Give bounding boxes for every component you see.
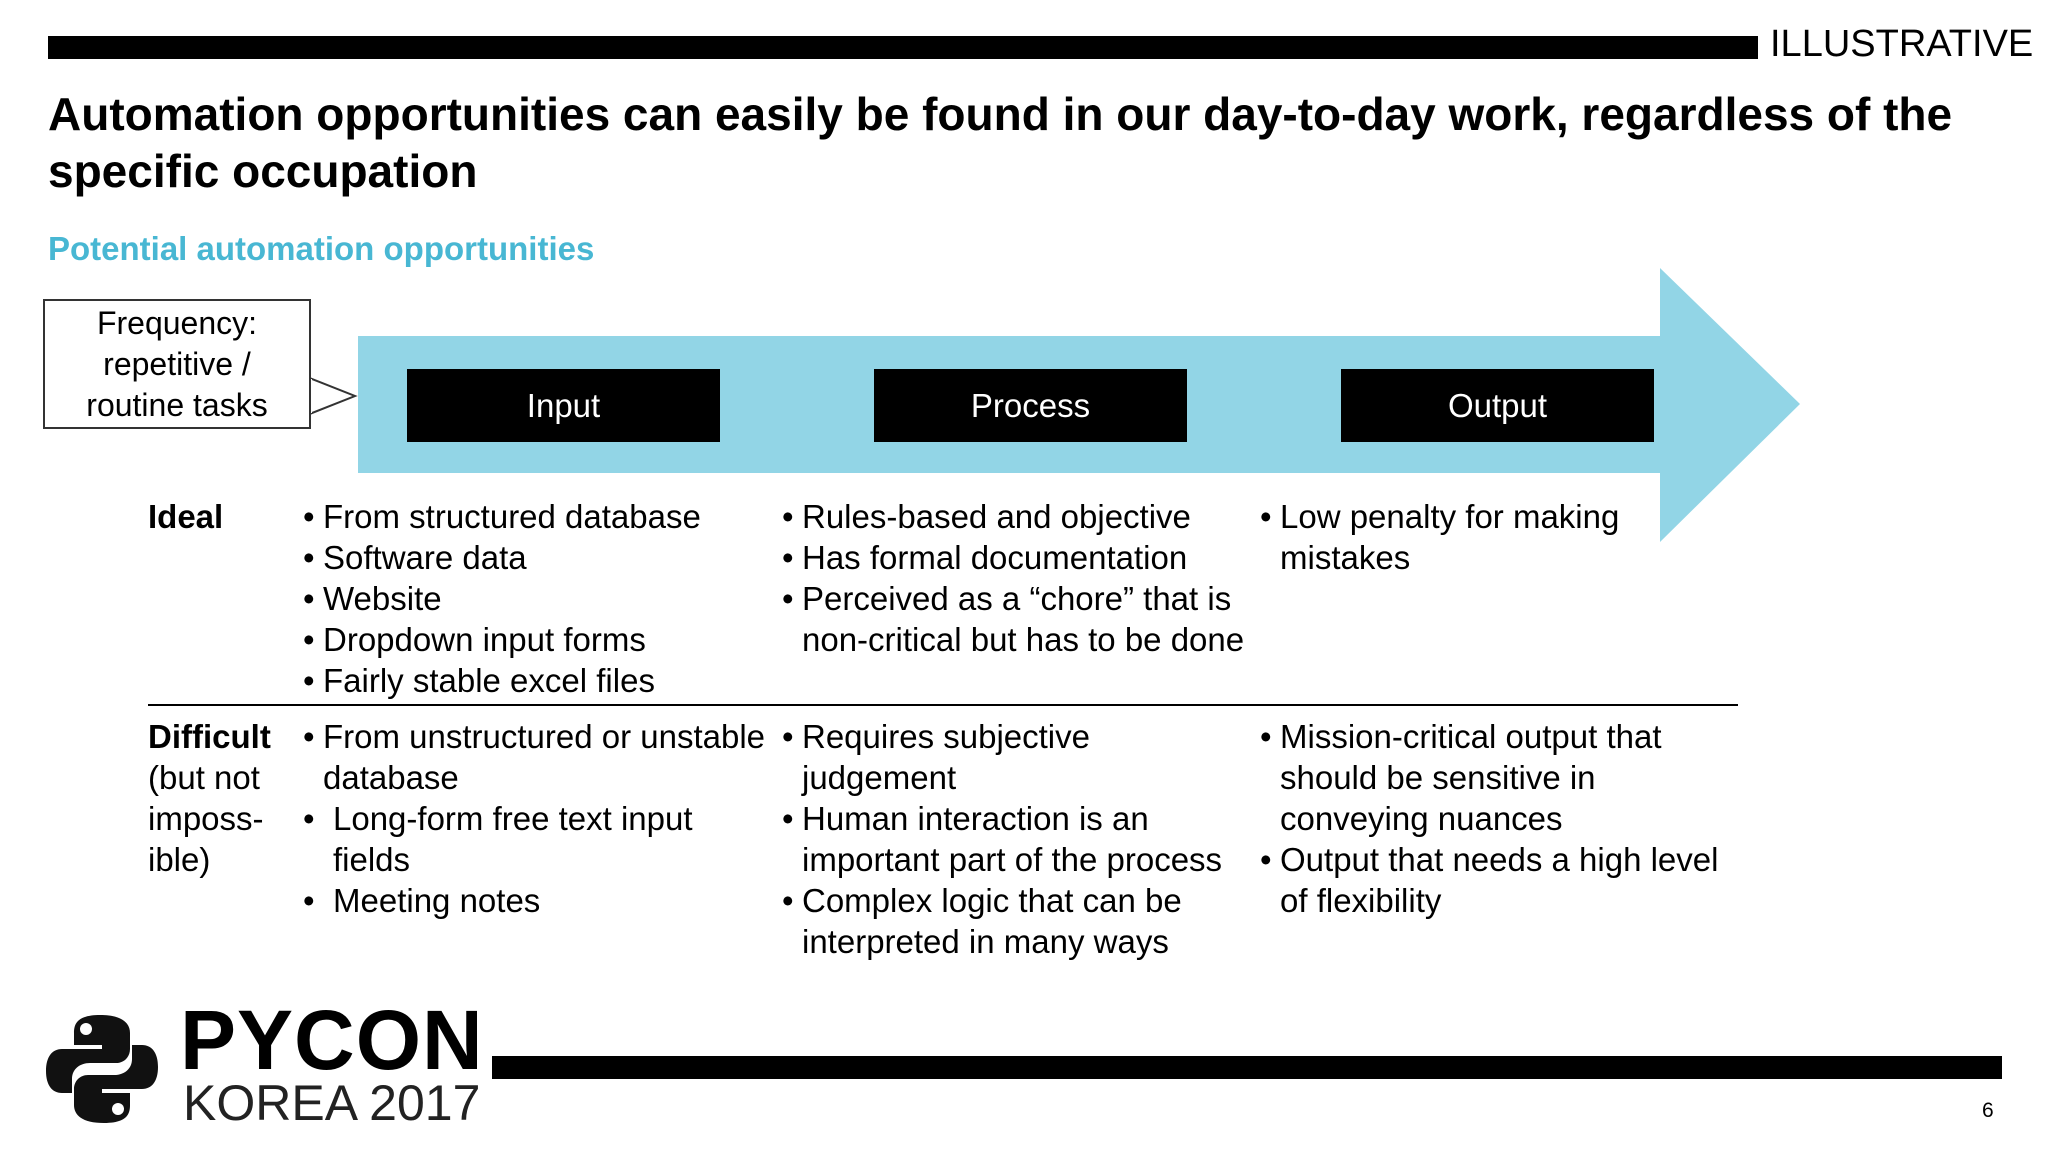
row-label-ideal: Ideal <box>148 498 224 535</box>
difficult-output-list <box>1260 716 1718 921</box>
ideal-process-list <box>782 496 1244 660</box>
list-item: • Dropdown input forms <box>303 619 701 660</box>
stage-output: Output <box>1341 369 1654 442</box>
difficult-input-list <box>303 716 765 921</box>
list-item: • Human interaction is an <box>782 798 1222 839</box>
python-logo-icon <box>46 1013 158 1125</box>
row-divider <box>148 704 1738 706</box>
list-item: • Output that needs a high level <box>1260 839 1718 880</box>
stage-input: Input <box>407 369 720 442</box>
list-item-continued: database <box>323 759 459 796</box>
bottom-rule <box>492 1056 2002 1079</box>
list-item: • Has formal documentation <box>782 537 1244 578</box>
list-item: • Software data <box>303 537 701 578</box>
list-item-continued: non-critical but has to be done <box>802 621 1245 658</box>
ideal-output-list <box>1260 496 1619 578</box>
list-item: • Long-form free text input <box>303 798 765 839</box>
list-item: • Meeting notes <box>303 880 765 921</box>
list-item: • Mission-critical output that <box>1260 716 1718 757</box>
callout-line: routine tasks <box>86 386 268 423</box>
slide-title: Automation opportunities can easily be found in our day-to-day work, regardless of the specific occupation <box>48 88 1953 197</box>
list-item: • From structured database <box>303 496 701 537</box>
list-item: • Rules-based and objective <box>782 496 1244 537</box>
list-item-continued: should be sensitive in <box>1280 759 1596 796</box>
list-item: • Requires subjective <box>782 716 1222 757</box>
list-item-continued: conveying nuances <box>1280 800 1563 837</box>
top-rule <box>48 36 1758 59</box>
callout-line: repetitive / <box>103 345 251 382</box>
frequency-callout <box>43 299 311 429</box>
difficult-process-list <box>782 716 1222 962</box>
list-item-continued: fields <box>333 841 411 878</box>
list-item: • Low penalty for making <box>1260 496 1619 537</box>
pycon-logo-subtext: KOREA 2017 <box>183 1075 481 1131</box>
list-item: • From unstructured or unstable <box>303 716 765 757</box>
stage-process: Process <box>874 369 1187 442</box>
list-item: • Perceived as a “chore” that is <box>782 578 1244 619</box>
section-subtitle: Potential automation opportunities <box>48 230 595 267</box>
pycon-logo-text: PYCON <box>180 993 484 1087</box>
list-item: • Fairly stable excel files <box>303 660 701 701</box>
illustrative-tag: ILLUSTRATIVE <box>1770 23 2034 65</box>
list-item: • Complex logic that can be <box>782 880 1222 921</box>
ideal-input-list <box>303 496 701 701</box>
list-item: • Website <box>303 578 701 619</box>
list-item-continued: interpreted in many ways <box>802 923 1169 960</box>
callout-line: Frequency: <box>96 304 258 341</box>
callout-pointer <box>307 375 359 421</box>
list-item-continued: of flexibility <box>1280 882 1442 919</box>
row-label-difficult: Difficult (but not imposs- ible) <box>148 718 271 878</box>
list-item-continued: judgement <box>802 759 957 796</box>
list-item-continued: important part of the process <box>802 841 1223 878</box>
list-item-continued: mistakes <box>1280 539 1411 576</box>
page-number: 6 <box>1982 1099 1994 1122</box>
